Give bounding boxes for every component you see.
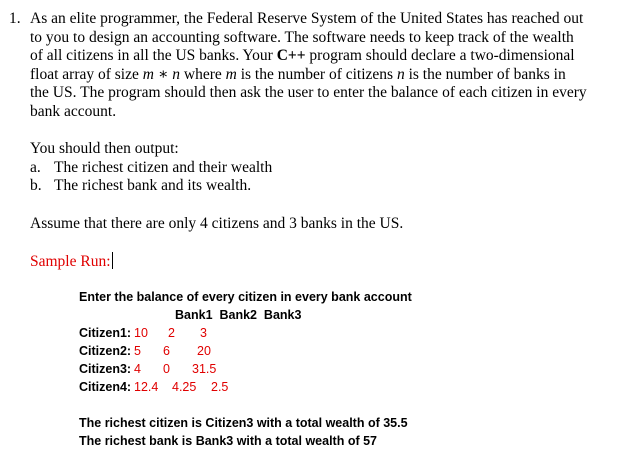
- balance-value: 2: [168, 326, 175, 340]
- citizen-label: Citizen3:: [79, 362, 132, 376]
- balance-value: 2.5: [211, 380, 229, 394]
- citizen-label: Citizen4:: [79, 380, 132, 394]
- option-a-text: The richest citizen and their wealth: [54, 158, 273, 176]
- sample-run-label: Sample Run:: [30, 253, 111, 270]
- cpp-keyword: C++: [276, 47, 306, 64]
- citizen-row-1: [79, 324, 279, 343]
- citizen-row-3: [79, 360, 279, 379]
- problem-line-6: bank account.: [30, 102, 117, 120]
- balance-value: 12.4: [134, 380, 159, 394]
- assumption-text: Assume that there are only 4 citizens and 3 banks in the US.: [30, 215, 404, 232]
- math-m: m: [142, 65, 154, 83]
- line4-pre: float array of size: [30, 65, 143, 83]
- sample-run-heading: [30, 252, 113, 272]
- citizen-row-4: [79, 378, 279, 397]
- option-b-text: The richest bank and its wealth.: [54, 177, 252, 194]
- line3-post: program should declare a two-dimensional: [305, 47, 575, 64]
- citizen-label: Citizen2:: [79, 344, 132, 358]
- problem-number: 1.: [9, 10, 21, 27]
- problem-line-2: to you to design an accounting software. The software needs to keep track of the wealth: [30, 28, 574, 46]
- balance-value: 0: [163, 362, 170, 376]
- math-n-2: n: [396, 65, 405, 83]
- math-m-2: m: [225, 65, 237, 83]
- sample-prompt: Enter the balance of every citizen in every bank account: [79, 290, 412, 304]
- problem-line-3: [30, 47, 575, 66]
- output-intro: You should then output:: [30, 140, 179, 157]
- result-richest-bank: The richest bank is Bank3 with a total wealth of 57: [79, 434, 377, 448]
- balance-value: 10: [134, 326, 148, 340]
- option-a-letter: a.: [30, 158, 41, 176]
- balance-value: 31.5: [192, 362, 217, 376]
- citizen-row-2: [79, 342, 279, 361]
- line4-mid: where: [180, 65, 226, 83]
- balance-value: 3: [200, 326, 207, 340]
- balance-value: 4.25: [172, 380, 197, 394]
- balance-value: 5: [134, 344, 141, 358]
- citizen-label: Citizen1:: [79, 326, 132, 340]
- line4-post: is the number of banks in: [404, 65, 566, 83]
- text-cursor: [112, 252, 113, 269]
- problem-line-5: the US. The program should then ask the user to enter the balance of each citizen in every: [30, 84, 587, 101]
- line3-pre: of all citizens in all the US banks. Your: [30, 47, 277, 64]
- balance-value: 6: [163, 344, 170, 358]
- balance-value: 20: [197, 344, 211, 358]
- line4-mid-2: is the number of citizens: [236, 65, 397, 83]
- math-operator: ∗: [153, 65, 173, 83]
- math-n: n: [172, 65, 180, 83]
- option-b-letter: b.: [30, 177, 42, 194]
- balance-value: 4: [134, 362, 141, 376]
- problem-line-1: As an elite programmer, the Federal Reserve System of the United States has reached out: [30, 10, 584, 27]
- bank-header: Bank1 Bank2 Bank3: [175, 308, 302, 322]
- problem-line-4: [30, 66, 566, 85]
- result-richest-citizen: The richest citizen is Citizen3 with a total wealth of 35.5: [79, 416, 408, 430]
